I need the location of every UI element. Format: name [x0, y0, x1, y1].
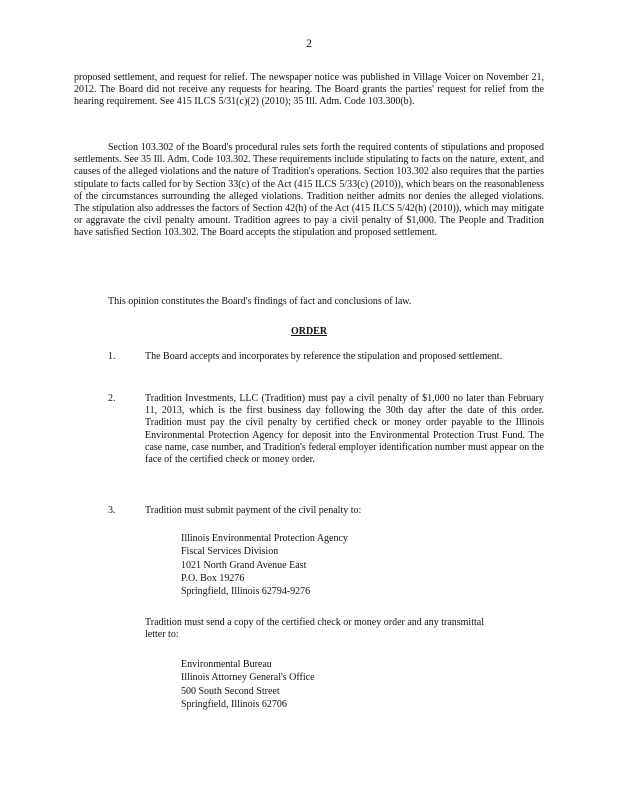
order-item-number: 2.: [108, 393, 116, 404]
order-item-number: 3.: [108, 505, 116, 516]
address-line: Springfield, Illinois 62706: [181, 698, 287, 710]
order-item-2: [108, 393, 544, 466]
order-item-3: [108, 505, 544, 517]
order-item-number: 1.: [108, 351, 116, 362]
address-line: Illinois Environmental Protection Agency: [181, 533, 348, 544]
order-item-1: [108, 351, 544, 363]
order-item-text: Tradition Investments, LLC (Tradition) must pay a civil penalty of $1,000 no later than February 11, 2013, which is the first business day following the 30th day after the date of this order. Tradition must pay the civil penalty by certified check or money order payable to the Illinois Environmental Protection Agency for deposit into the Environmental Protection Trust Fund. The case name, case number, and Tradition's federal employer identification number must appear on the face of the certified check or money order.: [145, 393, 544, 466]
send-copy-instruction: Tradition must send a copy of the certified check or money order and any transmittal letter to:: [145, 617, 484, 641]
address-line: 500 South Second Street: [181, 685, 280, 697]
copy-address-block: [181, 658, 315, 711]
address-line: Fiscal Services Division: [181, 546, 279, 558]
address-line: Illinois Attorney General's Office: [181, 672, 315, 684]
order-item-text: The Board accepts and incorporates by reference the stipulation and proposed settlement.: [145, 351, 503, 362]
address-line: 1021 North Grand Avenue East: [181, 559, 307, 571]
address-line: Environmental Bureau: [181, 659, 272, 670]
address-line: Springfield, Illinois 62794-9276: [181, 586, 311, 598]
order-item-text: Tradition must submit payment of the civil penalty to:: [145, 505, 362, 516]
payment-address-block: [181, 532, 348, 598]
page-number: 2: [306, 36, 312, 50]
paragraph-procedural-rules: Section 103.302 of the Board's procedural rules sets forth the required contents of stipulations and proposed settlements. See 35 Ill. Adm. Code 103.302. These requirements include stipulating to facts on the nature, extent, and causes of the alleged violations and the nature of Tradition's operations. Section 103.302 also requires that the parties stipulate to facts called for by Section 33(c) of the Act (415 ILCS 5/33(c) (2010)), which bears on the reasonableness of the circumstances surrounding the alleged violations. Tradition neither admits nor denies the alleged violations. The stipulation also addresses the factors of Section 42(h) of the Act (415 ILCS 5/42(h) (2010)), which may mitigate or aggravate the civil penalty amount. Tradition agrees to pay a civil penalty of $1,000. The People and Tradition have satisfied Section 103.302. The Board accepts the stipulation and proposed settlement.: [74, 142, 544, 239]
address-line: P.O. Box 19276: [181, 572, 245, 584]
paragraph-findings: This opinion constitutes the Board's findings of fact and conclusions of law.: [108, 296, 412, 307]
paragraph-relief-request: proposed settlement, and request for relief. The newspaper notice was published in Village Voicer on November 21, 2012. The Board did not receive any requests for hearing. The Board grants the parties' request for relief from the hearing requirement. See 415 ILCS 5/31(c)(2) (2010); 35 Ill. Adm. Code 103.300(b).: [74, 72, 544, 108]
order-heading: [0, 326, 618, 337]
order-heading-text: ORDER: [290, 326, 328, 337]
